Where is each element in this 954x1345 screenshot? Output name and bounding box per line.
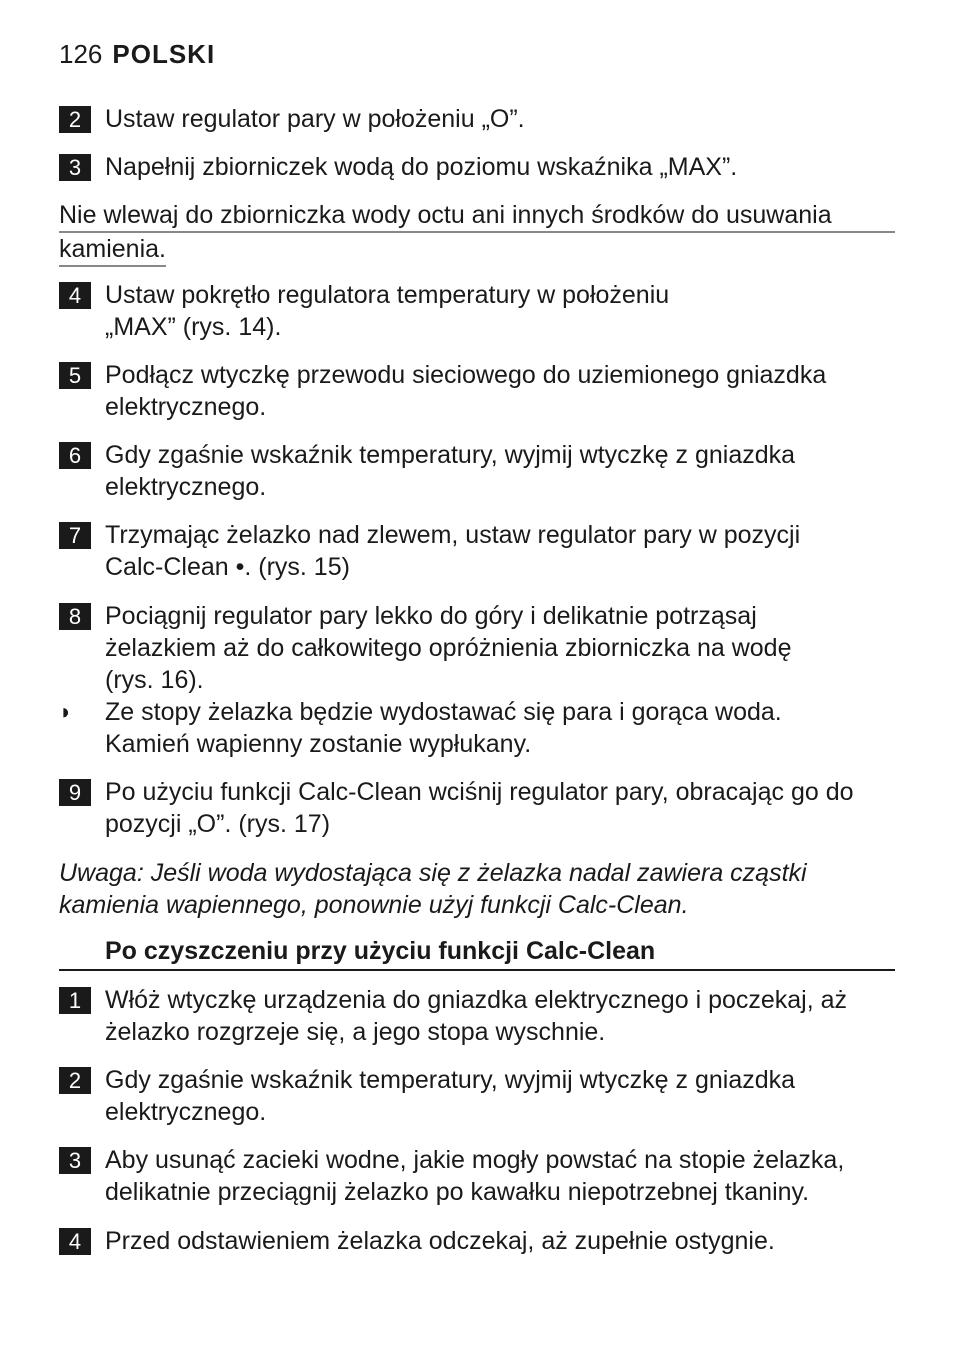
step-text: Aby usunąć zacieki wodne, jakie mogły powstać na stopie żelazka, delikatnie przeciągnij żelazko po kawałku niepotrzebnej tkaniny. bbox=[105, 1146, 845, 1206]
result-text: Ze stopy żelazka będzie wydostawać się para i gorąca woda. Kamień wapienny zostanie wypłukany. bbox=[105, 698, 782, 758]
section-title: Po czyszczeniu przy użyciu funkcji Calc-Clean bbox=[105, 937, 656, 965]
step-item bbox=[59, 359, 899, 423]
step-number-badge: 7 bbox=[59, 522, 91, 549]
step-number-badge: 8 bbox=[59, 603, 91, 630]
warning-line-1: Nie wlewaj do zbiorniczka wody octu ani innych środków do usuwania bbox=[59, 199, 895, 233]
step-item bbox=[59, 1144, 899, 1208]
step-text: Włóż wtyczkę urządzenia do gniazdka elektrycznego i poczekaj, aż żelazko rozgrzeje się, a jego stopa wyschnie. bbox=[105, 986, 848, 1046]
step-number-badge: 6 bbox=[59, 442, 91, 469]
step-number-badge: 2 bbox=[59, 106, 91, 133]
step-number-badge: 1 bbox=[59, 987, 91, 1014]
step-number-badge: 3 bbox=[59, 1147, 91, 1174]
step-text: Ustaw pokrętło regulatora temperatury w położeniu „MAX” (rys. 14). bbox=[105, 281, 670, 341]
language-title: POLSKI bbox=[112, 39, 216, 69]
step-item bbox=[59, 151, 899, 183]
step-number-badge: 9 bbox=[59, 779, 91, 806]
step-text: Ustaw regulator pary w położeniu „O”. bbox=[105, 105, 525, 133]
step-number-badge: 3 bbox=[59, 154, 91, 181]
step-number-badge: 4 bbox=[59, 1228, 91, 1255]
step-text: Gdy zgaśnie wskaźnik temperatury, wyjmij wtyczkę z gniazdka elektrycznego. bbox=[105, 441, 796, 501]
note-text: Uwaga: Jeśli woda wydostająca się z żelazka nadal zawiera cząstki kamienia wapiennego, ponownie użyj funkcji Calc-Clean. bbox=[59, 859, 807, 919]
step-text: Po użyciu funkcji Calc-Clean wciśnij regulator pary, obracając go do pozycji „O”. (rys. 17) bbox=[105, 778, 854, 838]
warning-text bbox=[59, 199, 895, 267]
step-item bbox=[59, 279, 899, 343]
step-text: Gdy zgaśnie wskaźnik temperatury, wyjmij wtyczkę z gniazdka elektrycznego. bbox=[105, 1066, 796, 1126]
step-item bbox=[59, 519, 899, 583]
section-heading bbox=[59, 935, 895, 971]
step-item bbox=[59, 1225, 899, 1257]
step-item bbox=[59, 439, 899, 503]
result-bullet-icon: ◗ bbox=[59, 699, 73, 724]
result-item bbox=[59, 696, 899, 760]
step-item bbox=[59, 1064, 899, 1128]
step-item bbox=[59, 103, 899, 135]
step-text: Trzymając żelazko nad zlewem, ustaw regulator pary w pozycji Calc-Clean •. (rys. 15) bbox=[105, 521, 801, 581]
page-number: 126 bbox=[59, 39, 103, 69]
step-text: Napełnij zbiorniczek wodą do poziomu wskaźnika „MAX”. bbox=[105, 153, 738, 181]
step-text: Podłącz wtyczkę przewodu sieciowego do uziemionego gniazdka elektrycznego. bbox=[105, 361, 827, 421]
step-item bbox=[59, 984, 899, 1048]
step-text: Przed odstawieniem żelazka odczekaj, aż zupełnie ostygnie. bbox=[105, 1227, 775, 1255]
step-text: Pociągnij regulator pary lekko do góry i delikatnie potrząsaj żelazkiem aż do całkowitego opróżnienia zbiorniczka na wodę (rys. 16). bbox=[105, 602, 792, 694]
step-number-badge: 5 bbox=[59, 362, 91, 389]
step-number-badge: 4 bbox=[59, 282, 91, 309]
warning-line-2: kamienia. bbox=[59, 233, 166, 267]
page-header bbox=[59, 38, 215, 70]
step-item bbox=[59, 600, 899, 696]
step-number-badge: 2 bbox=[59, 1067, 91, 1094]
step-item bbox=[59, 776, 899, 840]
